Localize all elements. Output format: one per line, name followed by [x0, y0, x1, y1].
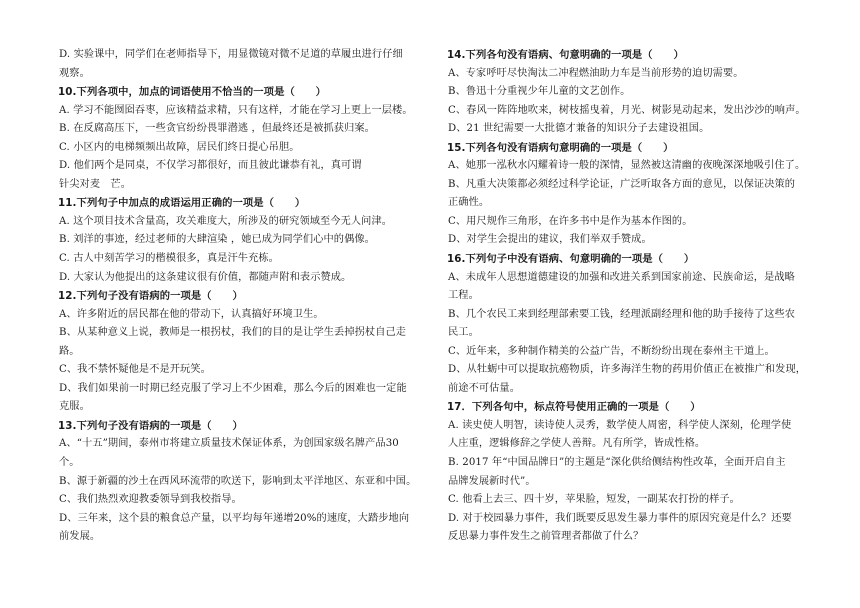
- text-line: D、21 世纪需要一大批德才兼备的知识分子去建设祖国。: [448, 123, 710, 135]
- text-line: A、未成年人思想道德建设的加强和改进关系到国家前途、民族命运，是战略: [448, 271, 795, 283]
- text-line: B. 刘洋的事迹，经过老师的大肆渲染 ，她已成为同学们心中的偶像。: [59, 234, 375, 246]
- text-line: A、许多附近的居民都在他的带动下，认真搞好环境卫生。: [59, 308, 324, 320]
- text-line: 工程。: [448, 290, 479, 302]
- question-heading: 16.下列句子中没有语病、句意明确的一项是（ ）: [447, 253, 695, 266]
- text-line: B、鲁迅十分重视少年儿童的文艺创作。: [448, 86, 631, 98]
- question-heading: 11.下列句子中加点的成语运用正确的一项是（ ）: [58, 197, 306, 210]
- text-line: C. 古人中刻苦学习的楷模很多，真是汗牛充栋。: [59, 253, 279, 265]
- text-line: 前发展。: [59, 531, 101, 543]
- text-line: A、专家呼吁尽快淘汰二冲程燃油助力车是当前形势的迫切需要。: [448, 67, 744, 79]
- text-line: A. 这个项目技术含量高，攻关难度大，所涉及的研究领域至今无人问津。: [59, 215, 393, 227]
- question-heading: 12.下列句子没有语病的一项是（ ）: [58, 290, 243, 303]
- text-line: C、我们热烈欢迎教委领导到我校指导。: [59, 494, 242, 506]
- text-line: B、几个农民工来到经理部索要工钱，经理派副经理和他的助手接待了这些农: [448, 308, 796, 320]
- text-line: C、我不禁怀疑他是不是开玩笑。: [59, 364, 211, 376]
- text-line: D、对学生会提出的建议，我们举双手赞成。: [448, 234, 652, 246]
- text-line: D. 实验课中，同学们在老师指导下，用显微镜对微不足道的草履虫进行仔细: [59, 49, 403, 60]
- text-line: 观察。: [59, 67, 90, 79]
- text-line: D、我们如果前一时期已经克服了学习上不少困难，那么今后的困难也一定能: [59, 382, 407, 394]
- text-line: C. 小区内的电梯频频出故障，居民们终日提心吊胆。: [59, 141, 300, 153]
- text-line: C、用尺规作三角形，在许多书中是作为基本作图的。: [448, 215, 693, 227]
- question-heading: 13.下列句子没有语病的一项是（ ）: [58, 419, 243, 432]
- question-heading: 14.下列各句没有语病、句意明确的一项是（ ）: [447, 49, 684, 61]
- text-line: A. 读史使人明智，读诗使人灵秀，数学使人周密，科学使人深刻，伦理学使: [448, 419, 792, 431]
- text-line: A、“十五”期间，泰州市将建立质量技术保证体系，为创国家级名牌产品30: [59, 438, 399, 450]
- left-column: [58, 46, 424, 547]
- text-line: A、她那一泓秋水闪耀着诗一般的深情，显然被这清幽的夜晚深深地吸引住了。: [448, 160, 806, 172]
- text-line: 前途不可估量。: [448, 382, 521, 394]
- text-line: B. 2017 年“中国品牌日”的主题是“深化供给侧结构性改革，全面开启自主: [448, 457, 786, 469]
- text-line: C、近年来，多种制作精美的公益广告，不断纷纷出现在泰州主干道上。: [448, 345, 775, 357]
- right-column: [447, 46, 825, 547]
- text-line: 品牌发展新时代”。: [448, 475, 536, 487]
- text-line: 克服。: [59, 401, 90, 413]
- text-line: B、从某种意义上说，教师是一根拐杖，我们的目的是让学生丢掉拐杖自己走: [59, 327, 407, 339]
- text-line: 路。: [59, 345, 80, 357]
- text-line: B、凡重大决策都必须经过科学论证，广泛听取各方面的意见，以保证决策的: [448, 178, 796, 190]
- text-line: B. 在反腐高压下，一些贪官纷纷畏罪潜逃 ，但最终还是被抓获归案。: [59, 123, 375, 135]
- text-line: C. 他看上去三、四十岁，苹果脸，短发，一副某农打扮的样子。: [448, 494, 740, 506]
- text-line: 人庄重，逻辑修辞之学使人善辩。凡有所学，皆成性格。: [448, 438, 706, 450]
- text-line: A. 学习不能囫囵吞枣，应该精益求精，只有这样，才能在学习上更上一层楼。: [59, 104, 413, 116]
- text-line: D. 大家认为他提出的这条建议很有价值，都随声附和表示赞成。: [59, 271, 352, 283]
- text-line: 针尖对麦 芒。: [59, 178, 132, 190]
- text-line: 反思暴力事件发生之前管理者都做了什么？: [448, 531, 644, 543]
- text-line: D、从牡蛎中可以提取抗癌物质，许多海洋生物的药用价值正在被推广和发现，: [448, 364, 807, 376]
- text-line: D. 他们两个是同桌，不仅学习都很好，而且彼此谦恭有礼，真可谓: [59, 160, 362, 172]
- question-heading: 10.下列各项中，加点的词语使用不恰当的一项是（ ）: [58, 86, 327, 99]
- text-line: D. 对于校园暴力事件，我们既要反思发生暴力事件的原因究竟是什么？还要: [448, 512, 792, 524]
- text-line: D、三年来，这个县的粮食总产量，以平均每年递增20%的速度，大踏步地向: [59, 512, 410, 524]
- text-line: 民工。: [448, 327, 479, 339]
- question-heading: 15.下列各句没有语病句意明确的一项是（ ）: [447, 141, 674, 154]
- question-heading: 17．下列各句中，标点符号使用正确的一项是（ ）: [447, 401, 701, 414]
- text-line: 个。: [59, 457, 80, 469]
- text-line: C、春风一阵阵地吹来，树枝摇曳着，月光、树影晃动起来，发出沙沙的响声。: [448, 104, 806, 116]
- text-line: B、源于新疆的沙土在西风环流带的吹送下，影响到太平洋地区、东亚和中国。: [59, 475, 417, 487]
- text-line: 正确性。: [448, 197, 490, 209]
